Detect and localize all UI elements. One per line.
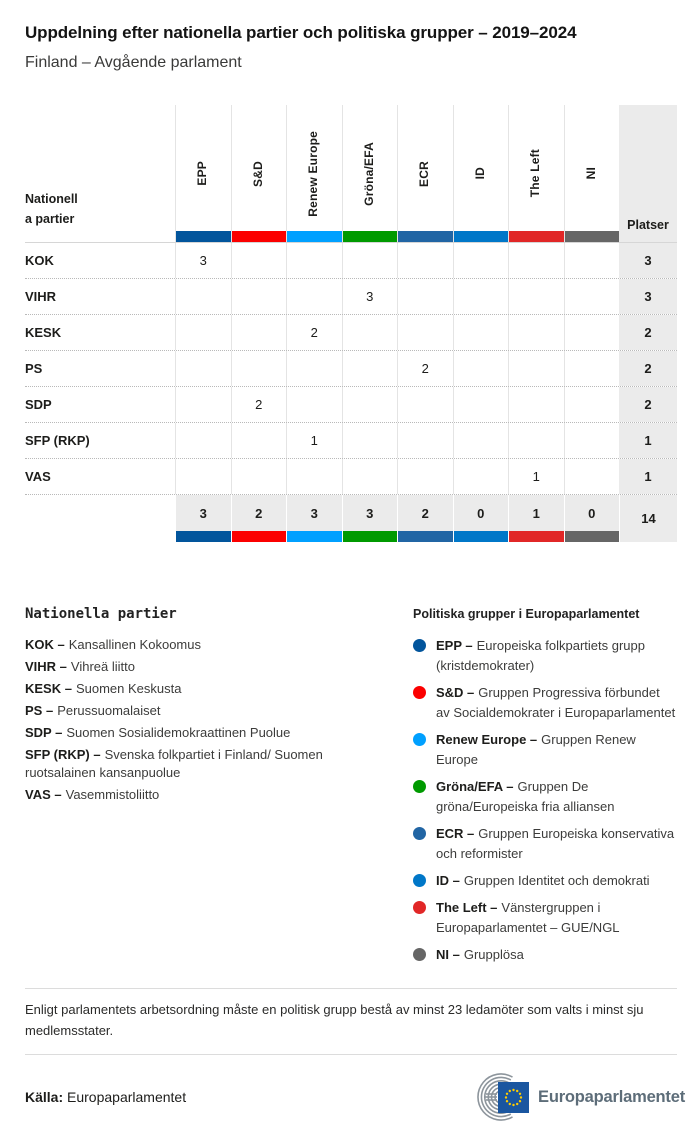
table-cell [231, 459, 287, 494]
row-header-line1: Nationell [25, 192, 78, 206]
table-cell [453, 459, 509, 494]
seats-table [25, 105, 677, 542]
total-cell-ni: 0 [564, 495, 620, 542]
seats-column-header: Platser [619, 105, 677, 242]
total-cell-id: 0 [453, 495, 509, 542]
table-cell [286, 279, 342, 314]
table-cell: 2 [397, 351, 453, 386]
group-color-bar [176, 231, 231, 242]
table-row-sfp [25, 422, 677, 458]
table-totals-row [25, 494, 677, 542]
party-definition: SDP – Suomen Sosialidemokraattinen Puolue [25, 725, 291, 740]
group-color-bar [509, 231, 564, 242]
total-cell-sd: 2 [231, 495, 287, 542]
group-color-dot [413, 948, 426, 961]
group-color-bar [398, 231, 453, 242]
table-cell [508, 315, 564, 350]
table-cell [564, 387, 620, 422]
group-color-dot [413, 901, 426, 914]
table-cell [564, 351, 620, 386]
political-groups-heading: Politiska grupper i Europaparlamentet [413, 607, 640, 621]
table-cell [453, 387, 509, 422]
table-cell [286, 351, 342, 386]
table-cell [397, 279, 453, 314]
table-cell [231, 243, 287, 278]
source-text: Källa: Europaparlamentet [25, 1089, 187, 1105]
source-row [25, 1071, 685, 1123]
total-cell-greens: 3 [342, 495, 398, 542]
party-label: KOK [25, 253, 54, 268]
column-header-greens: Gröna/EFA [342, 105, 398, 242]
group-color-dot [413, 827, 426, 840]
table-cell [286, 243, 342, 278]
group-definition: ECR – Gruppen Europeiska konservativa och reformister [413, 824, 677, 864]
table-cell [564, 315, 620, 350]
group-color-dot [413, 780, 426, 793]
group-definition: EPP – Europeiska folkpartiets grupp (kristdemokrater) [413, 636, 677, 676]
group-color-bar [232, 231, 287, 242]
party-label: SFP (RKP) [25, 433, 90, 448]
table-header-row [25, 105, 677, 243]
column-header-theleft: The Left [508, 105, 564, 242]
table-cell [342, 423, 398, 458]
table-row-kok [25, 243, 677, 278]
table-cell [286, 459, 342, 494]
group-color-bar [565, 531, 620, 542]
seats-cell: 3 [619, 243, 677, 278]
group-color-bar [232, 531, 287, 542]
party-definition: PS – Perussuomalaiset [25, 703, 161, 718]
group-color-dot [413, 639, 426, 652]
table-cell [564, 423, 620, 458]
group-color-bar [343, 231, 398, 242]
total-cell-epp: 3 [175, 495, 231, 542]
table-cell [564, 243, 620, 278]
table-cell [342, 315, 398, 350]
group-color-bar [509, 531, 564, 542]
group-color-bar [454, 531, 509, 542]
table-cell [397, 387, 453, 422]
group-color-bar [454, 231, 509, 242]
table-cell [231, 279, 287, 314]
table-cell [342, 351, 398, 386]
national-parties-legend [25, 606, 413, 972]
table-cell [231, 351, 287, 386]
group-color-dot [413, 733, 426, 746]
column-header-id: ID [453, 105, 509, 242]
logo-wordmark: Europaparlamentet [538, 1087, 685, 1106]
group-color-bar [565, 231, 620, 242]
table-row-ps [25, 350, 677, 386]
seats-cell: 2 [619, 351, 677, 386]
eu-flag [498, 1082, 529, 1113]
party-definition: VIHR – Vihreä liitto [25, 659, 135, 674]
total-cell-theleft: 1 [508, 495, 564, 542]
group-definition: The Left – Vänstergruppen i Europaparlamentet – GUE/NGL [413, 898, 677, 938]
table-row-vas [25, 458, 677, 494]
party-label: SDP [25, 397, 52, 412]
group-definition: Renew Europe – Gruppen Renew Europe [413, 730, 677, 770]
table-cell [175, 459, 231, 494]
group-definition: S&D – Gruppen Progressiva förbundet av Socialdemokrater i Europaparlamentet [413, 683, 677, 723]
page-subtitle: Finland – Avgående parlament [25, 54, 242, 71]
party-label: VIHR [25, 289, 57, 304]
row-header-line2: a partier [25, 212, 75, 226]
column-header-ni: NI [564, 105, 620, 242]
table-cell [175, 315, 231, 350]
group-definition: NI – Grupplösa [413, 945, 677, 965]
table-cell: 2 [231, 387, 287, 422]
seats-cell: 1 [619, 423, 677, 458]
seats-cell: 2 [619, 315, 677, 350]
footer-divider-top [25, 988, 677, 989]
table-cell [175, 351, 231, 386]
group-color-dot [413, 874, 426, 887]
table-cell: 3 [342, 279, 398, 314]
table-cell [397, 243, 453, 278]
table-cell [286, 387, 342, 422]
table-cell: 1 [508, 459, 564, 494]
total-cell-ecr: 2 [397, 495, 453, 542]
table-cell [453, 315, 509, 350]
party-definition: KOK – Kansallinen Kokoomus [25, 637, 201, 652]
group-color-bar [398, 531, 453, 542]
table-cell [453, 243, 509, 278]
table-cell: 1 [286, 423, 342, 458]
table-cell [231, 423, 287, 458]
group-definition: Gröna/EFA – Gruppen De gröna/Europeiska fria alliansen [413, 777, 677, 817]
legend-section [25, 606, 677, 972]
column-header-renew: Renew Europe [286, 105, 342, 242]
political-groups-legend [413, 606, 677, 972]
table-cell [564, 279, 620, 314]
table-cell: 3 [175, 243, 231, 278]
table-cell [175, 279, 231, 314]
table-row-kesk [25, 314, 677, 350]
table-cell [397, 459, 453, 494]
table-cell [342, 243, 398, 278]
party-label: VAS [25, 469, 51, 484]
party-definition: VAS – Vasemmistoliitto [25, 787, 160, 802]
seats-cell: 3 [619, 279, 677, 314]
table-cell: 2 [286, 315, 342, 350]
group-color-dot [413, 686, 426, 699]
table-cell [453, 279, 509, 314]
table-cell [508, 351, 564, 386]
table-cell [231, 315, 287, 350]
column-header-epp: EPP [175, 105, 231, 242]
table-row-sdp [25, 386, 677, 422]
national-parties-heading: Nationella partier [25, 606, 177, 622]
table-cell [342, 459, 398, 494]
european-parliament-logo [468, 1071, 685, 1123]
table-cell [508, 279, 564, 314]
group-definition: ID – Gruppen Identitet och demokrati [413, 871, 677, 891]
table-cell [453, 351, 509, 386]
table-cell [508, 243, 564, 278]
table-cell [175, 423, 231, 458]
table-cell [564, 459, 620, 494]
table-cell [508, 387, 564, 422]
footnote: Enligt parlamentets arbetsordning måste en politisk grupp bestå av minst 23 ledamöter som valts i minst sju medlemsstater. [25, 1002, 644, 1038]
table-cell [397, 423, 453, 458]
group-color-bar [287, 531, 342, 542]
table-cell [508, 423, 564, 458]
party-definition: KESK – Suomen Keskusta [25, 681, 182, 696]
party-label: PS [25, 361, 43, 376]
group-color-bar [176, 531, 231, 542]
party-definition: SFP (RKP) – Svenska folkpartiet i Finland/ Suomen ruotsalainen kansanpuolue [25, 747, 323, 780]
totals-spacer [25, 495, 175, 542]
table-cell [453, 423, 509, 458]
group-color-bar [343, 531, 398, 542]
row-header-national-parties [25, 105, 175, 242]
column-header-ecr: ECR [397, 105, 453, 242]
seats-cell: 1 [619, 459, 677, 494]
parliament-hemicycle-icon [468, 1071, 532, 1123]
party-label: KESK [25, 325, 62, 340]
table-cell [397, 315, 453, 350]
table-cell [175, 387, 231, 422]
page-title: Uppdelning efter nationella partier och politiska grupper – 2019–2024 [25, 23, 577, 42]
table-cell [342, 387, 398, 422]
total-cell-renew: 3 [286, 495, 342, 542]
group-color-bar [287, 231, 342, 242]
table-row-vihr [25, 278, 677, 314]
seats-cell: 2 [619, 387, 677, 422]
column-header-sd: S&D [231, 105, 287, 242]
total-seats-cell: 14 [619, 495, 677, 542]
